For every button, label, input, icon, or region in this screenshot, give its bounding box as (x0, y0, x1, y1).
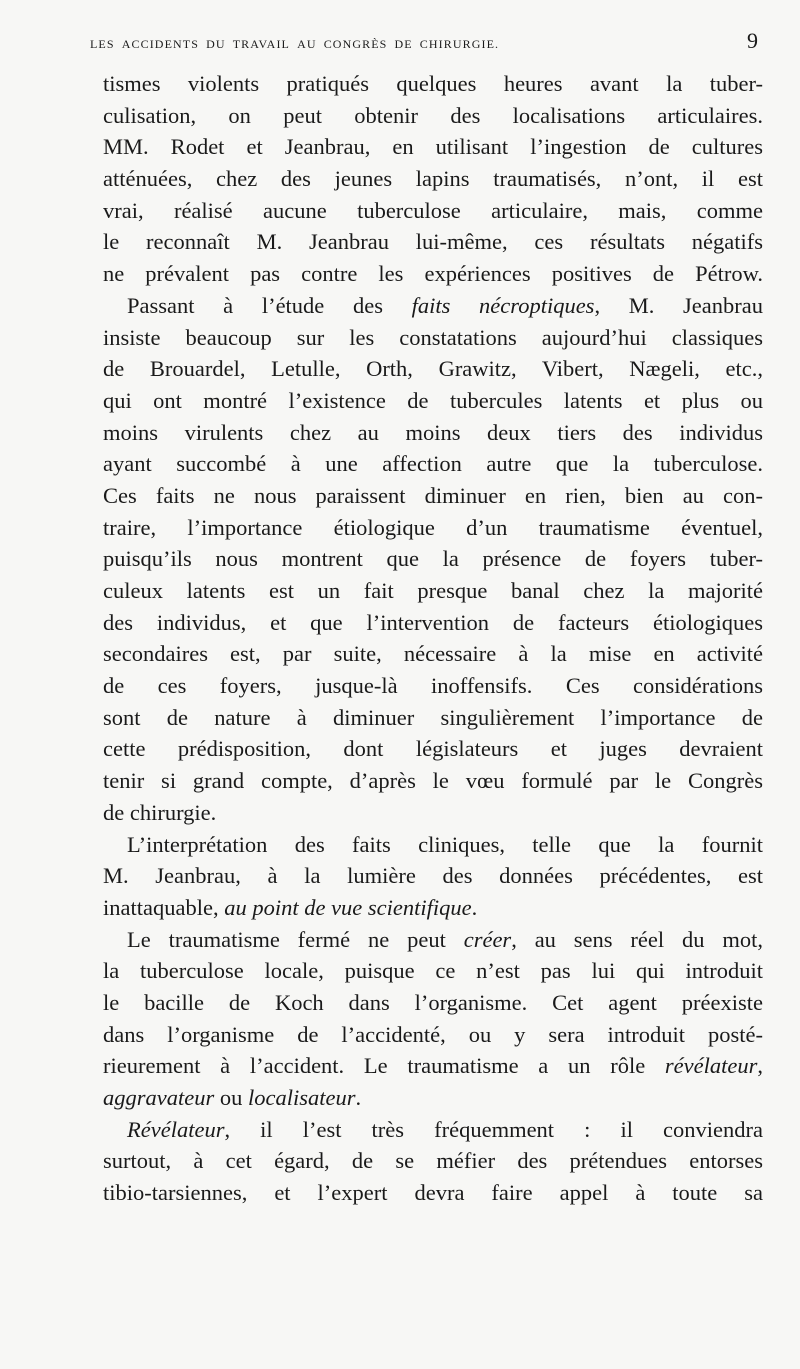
text-line: le reconnaît M. Jeanbrau lui-même, ces résultats négatifs (103, 229, 763, 255)
text-line: de Brouardel, Letulle, Orth, Grawitz, Vibert, Nægeli, etc., (103, 356, 763, 382)
italic-term: localisateur (248, 1085, 356, 1110)
text-line: surtout, à cet égard, de se méfier des prétendues entorses (103, 1148, 763, 1174)
text-line: de chirurgie. (103, 799, 217, 825)
line-text: Passant à l’étude des (127, 292, 412, 318)
text-line: culeux latents est un fait presque banal chez la majorité (103, 578, 763, 603)
text-line: culisation, on peut obtenir des localisations articulaires. (103, 102, 763, 128)
text-line (103, 1114, 763, 1146)
text-line: insiste beaucoup sur les constatations aujourd’hui classiques (103, 324, 763, 350)
text-line (103, 290, 763, 322)
text-line: la tuberculose locale, puisque ce n’est pas lui qui introduit (103, 958, 763, 984)
text-line: des individus, et que l’intervention de facteurs étiologiques (103, 609, 763, 635)
italic-term: révélateur (664, 1053, 758, 1079)
text-line: ne prévalent pas contre les expériences positives de Pétrow. (103, 261, 763, 287)
text-line: tenir si grand compte, d’après le vœu formulé par le Congrès (103, 768, 763, 794)
page-number: 9 (747, 28, 758, 53)
text-line: le bacille de Koch dans l’organisme. Cet agent préexiste (103, 989, 763, 1015)
line-text: rieurement à l’accident. Le traumatisme a un rôle (103, 1053, 665, 1079)
text-line: sont de nature à diminuer singulièrement l’importance de (103, 704, 763, 730)
italic-term: créer (463, 926, 512, 952)
line-text: ou (214, 1085, 248, 1110)
line-text: Le traumatisme fermé ne peut (127, 926, 464, 952)
text-line (103, 892, 763, 924)
line-text: . (471, 894, 478, 920)
text-line: traire, l’importance étiologique d’un traumatisme éventuel, (103, 514, 763, 540)
text-line: de ces foyers, jusque-là inoffensifs. Ces considérations (103, 673, 763, 699)
text-line: cette prédisposition, dont législateurs et juges devraient (103, 736, 763, 762)
running-head (90, 28, 770, 68)
line-text: inattaquable, (103, 894, 225, 920)
text-line (103, 924, 763, 956)
text-line: Ces faits ne nous paraissent diminuer en rien, bien au con- (103, 482, 763, 508)
text-line: qui ont montré l’existence de tubercules latents et plus ou (103, 387, 763, 413)
italic-term: faits nécroptiques (411, 292, 595, 318)
text-line: tibio-tarsiennes, et l’expert devra faire appel à toute sa (103, 1180, 763, 1206)
line-text: , il l’est très fréquemment : il conviendra (224, 1116, 763, 1142)
text-line: moins virulents chez au moins deux tiers des individus (103, 419, 763, 445)
body-text (103, 68, 763, 1209)
text-line: L’interprétation des faits cliniques, telle que la fournit (127, 831, 763, 857)
text-line: dans l’organisme de l’accidenté, ou y sera introduit posté- (103, 1021, 763, 1047)
line-text: , M. Jeanbrau (594, 292, 764, 318)
line-text: , au sens réel du mot, (511, 926, 763, 952)
text-line: secondaires est, par suite, nécessaire à la mise en activité (103, 641, 763, 667)
italic-term: aggravateur (103, 1085, 215, 1110)
line-text: . (355, 1085, 362, 1110)
text-line: tismes violents pratiqués quelques heures avant la tuber- (103, 71, 763, 96)
text-line: atténuées, chez des jeunes lapins traumatisés, n’ont, il est (103, 166, 763, 192)
running-title: les accidents du travail au congrès de chirurgie. (90, 33, 500, 52)
italic-term: au point de vue scientifique (224, 894, 472, 920)
line-text: , (757, 1053, 763, 1079)
text-line: MM. Rodet et Jeanbrau, en utilisant l’ingestion de cultures (103, 134, 763, 160)
text-line: ayant succombé à une affection autre que la tuberculose. (103, 451, 763, 477)
text-line: puisqu’ils nous montrent que la présence de foyers tuber- (103, 546, 763, 572)
text-line: M. Jeanbrau, à la lumière des données précédentes, est (103, 863, 763, 889)
italic-term: Révélateur (127, 1116, 225, 1142)
text-line (103, 1082, 763, 1114)
text-line: vrai, réalisé aucune tuberculose articulaire, mais, comme (103, 197, 763, 223)
text-line (103, 1050, 763, 1082)
